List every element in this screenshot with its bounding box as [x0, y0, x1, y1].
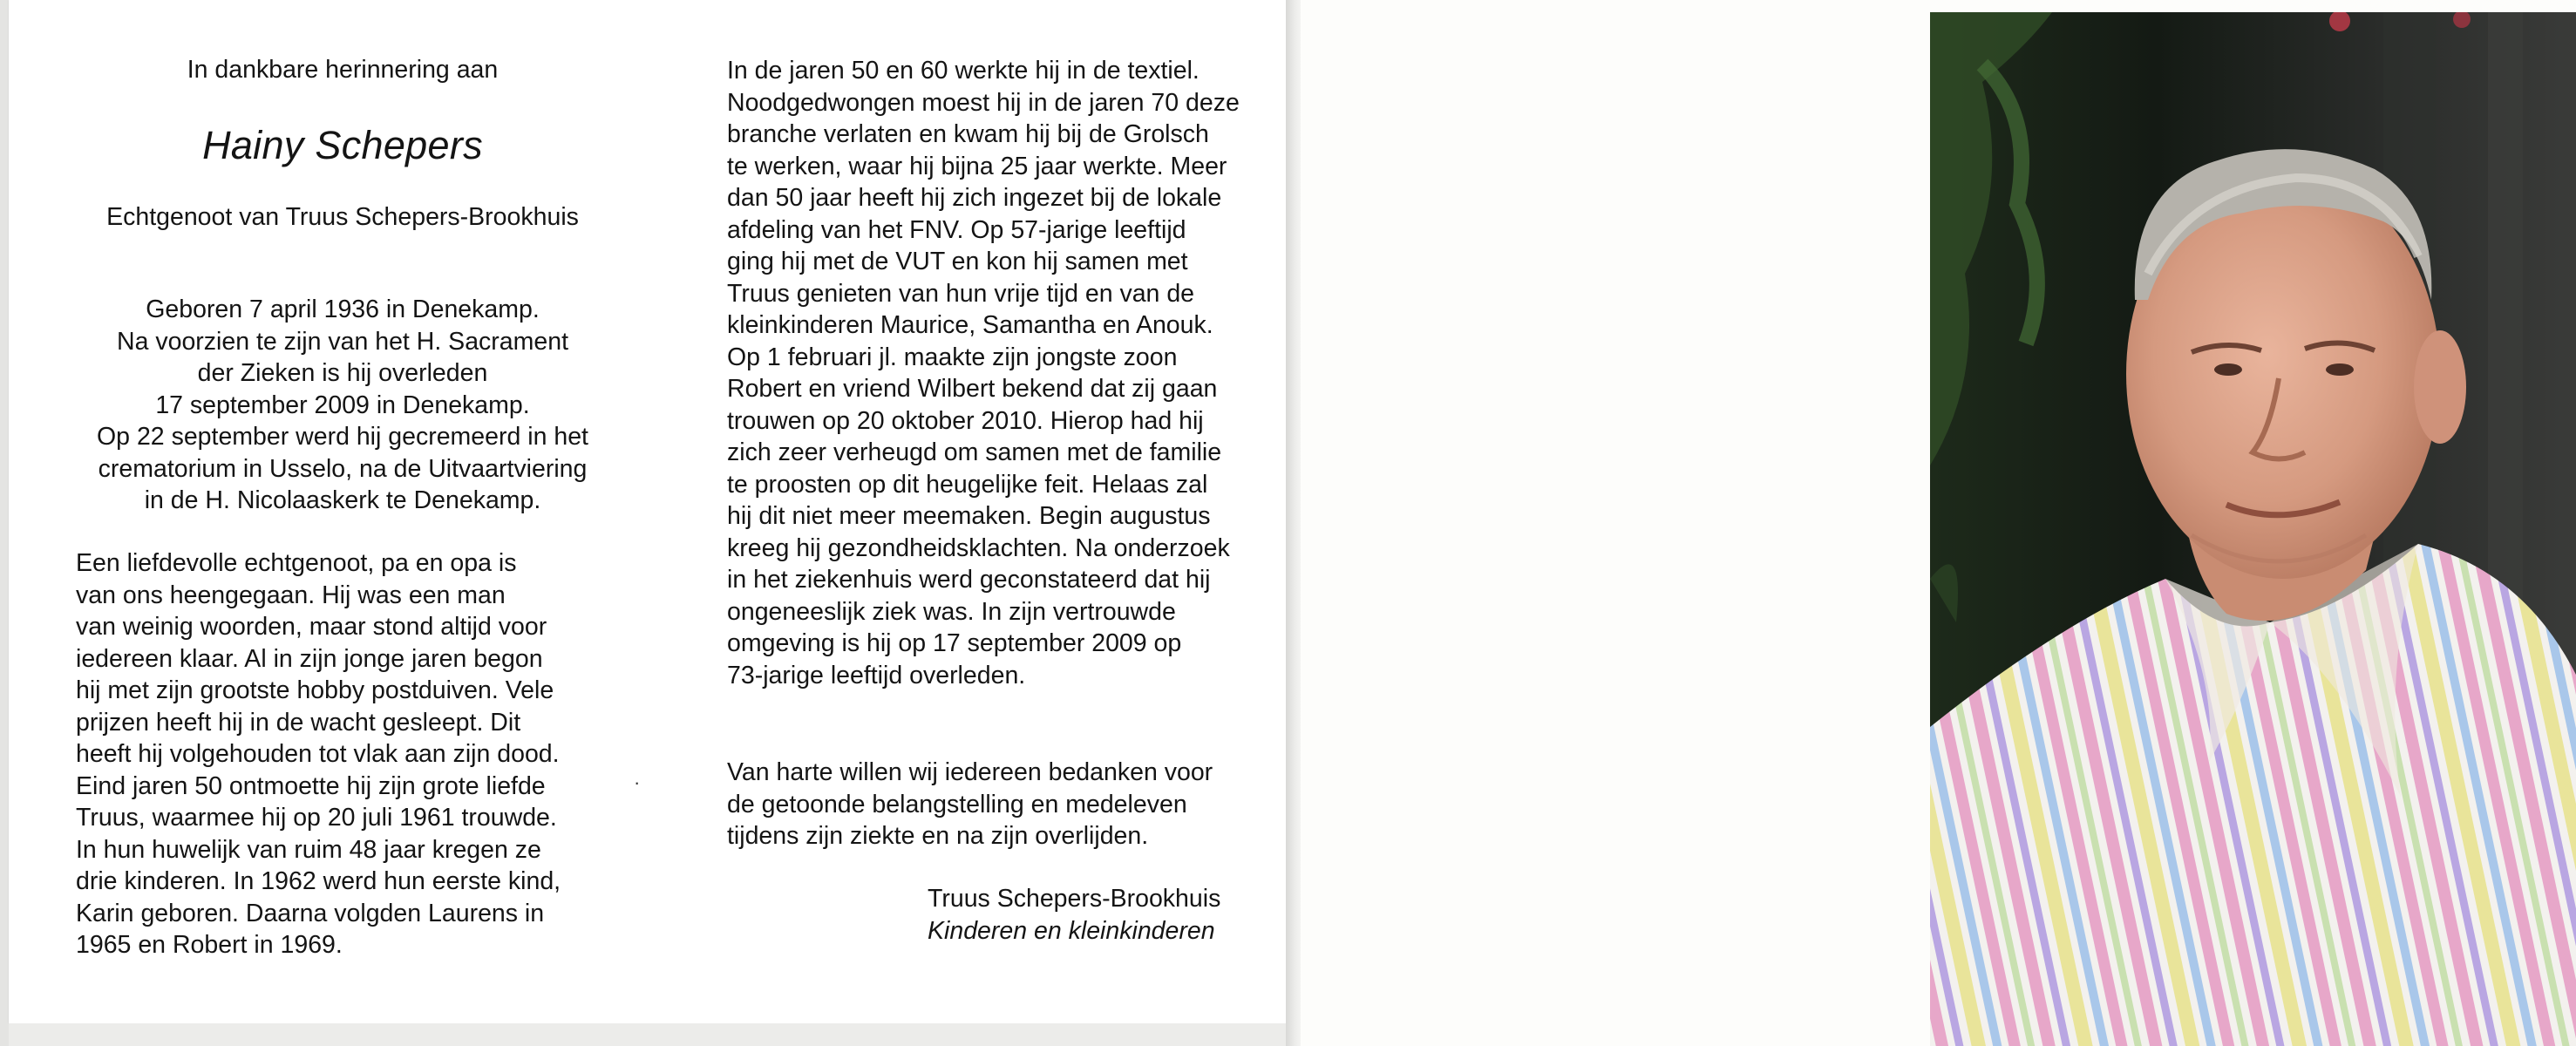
bio-line: iedereen klaar. Al in zijn jonge jaren begon — [76, 644, 543, 673]
bio-line: prijzen heeft hij in de wacht gesleept. Dit — [76, 708, 521, 737]
bio-line: hij dit niet meer meemaken. Begin augustus — [727, 502, 1211, 530]
bio-line: In hun huwelijk van ruim 48 jaar kregen ze — [76, 835, 541, 864]
signoff-family: Kinderen en kleinkinderen — [928, 916, 1215, 945]
bio-line: branche verlaten en kwam hij bij de Grolsch — [727, 120, 1209, 148]
birth-line: Geboren 7 april 1936 in Denekamp. — [146, 295, 540, 323]
intro-line: In dankbare herinnering aan — [187, 56, 499, 84]
thanks-line: tijdens zijn ziekte en na zijn overlijden. — [727, 822, 1149, 850]
scan-edge — [9, 1023, 1286, 1046]
bio-line: te proosten op dit heugelijke feit. Helaas zal — [727, 470, 1208, 499]
biography-part-2 — [727, 55, 1261, 691]
bio-line: ging hij met de VUT en kon hij samen met — [727, 248, 1188, 275]
bio-line: zich zeer verheugd om samen met de familie — [727, 438, 1222, 466]
bio-line: hij met zijn grootste hobby postduiven. Vele — [76, 676, 554, 704]
bio-line: afdeling van het FNV. Op 57-jarige leeftijd — [727, 215, 1186, 244]
memorial-card-inner-left — [9, 0, 1286, 1023]
bio-line: Karin geboren. Daarna volgden Laurens in — [76, 899, 545, 927]
stray-mark: · — [634, 771, 641, 793]
thank-you-note — [727, 757, 1261, 852]
bio-line: dan 50 jaar heeft hij zich ingezet bij de lokale — [727, 184, 1222, 212]
bio-line: 1965 en Robert in 1969. — [76, 931, 343, 959]
birth-death-details — [76, 294, 609, 517]
bio-line: 73-jarige leeftijd overleden. — [727, 661, 1026, 689]
bio-line: drie kinderen. In 1962 werd hun eerste kind, — [76, 867, 561, 895]
bio-line: Eind jaren 50 ontmoette hij zijn grote liefde — [76, 771, 546, 800]
signoff-name: Truus Schepers-Brookhuis — [928, 885, 1221, 913]
birth-line: Op 22 september werd hij gecremeerd in het — [97, 423, 588, 451]
portrait-photo-icon — [1930, 12, 2576, 1046]
birth-line: Na voorzien te zijn van het H. Sacrament — [117, 327, 568, 356]
bio-line: Truus genieten van hun vrije tijd en van de — [727, 279, 1195, 308]
deceased-name: Hainy Schepers — [202, 123, 483, 167]
signature-block — [928, 883, 1276, 947]
bio-line: te werken, waar hij bijna 25 jaar werkte. Meer — [727, 152, 1227, 180]
bio-line: In de jaren 50 en 60 werkte hij in de textiel. — [727, 57, 1200, 85]
bio-line: Op 1 februari jl. maakte zijn jongste zoon — [727, 343, 1178, 371]
bio-line: Noodgedwongen moest hij in de jaren 70 deze — [727, 88, 1240, 117]
birth-line: der Zieken is hij overleden — [197, 359, 488, 387]
bio-line: van weinig woorden, maar stond altijd voor — [76, 613, 547, 641]
bio-line: in het ziekenhuis werd geconstateerd dat hij — [727, 566, 1211, 594]
bio-line: trouwen op 20 oktober 2010. Hierop had hij — [727, 406, 1204, 435]
bio-line: Een liefdevolle echtgenoot, pa en opa is — [76, 549, 517, 577]
birth-line: crematorium in Usselo, na de Uitvaartviering — [98, 454, 588, 483]
bio-line: heeft hij volgehouden tot vlak aan zijn dood. — [76, 740, 560, 768]
bio-line: van ons heengegaan. Hij was een man — [76, 581, 506, 609]
card-fold-gutter — [1286, 0, 1301, 1046]
birth-line: 17 september 2009 in Denekamp. — [155, 391, 530, 419]
bio-line: kreeg hij gezondheidsklachten. Na onderzoek — [727, 533, 1230, 562]
spouse-line: Echtgenoot van Truus Schepers-Brookhuis — [106, 203, 579, 231]
thanks-line: Van harte willen wij iedereen bedanken voor — [727, 758, 1213, 786]
thanks-line: de getoonde belangstelling en medeleven — [727, 790, 1187, 818]
biography-part-1 — [76, 547, 609, 961]
birth-line: in de H. Nicolaaskerk te Denekamp. — [144, 486, 541, 514]
bio-line: omgeving is hij op 17 september 2009 op — [727, 629, 1182, 657]
bio-line: Robert en vriend Wilbert bekend dat zij gaan — [727, 375, 1218, 403]
bio-line: kleinkinderen Maurice, Samantha en Anouk. — [727, 311, 1213, 339]
bio-line: Truus, waarmee hij op 20 juli 1961 trouwde. — [76, 804, 557, 832]
portrait-photo — [1930, 12, 2576, 1046]
bio-line: ongeneeslijk ziek was. In zijn vertrouwde — [727, 597, 1176, 626]
